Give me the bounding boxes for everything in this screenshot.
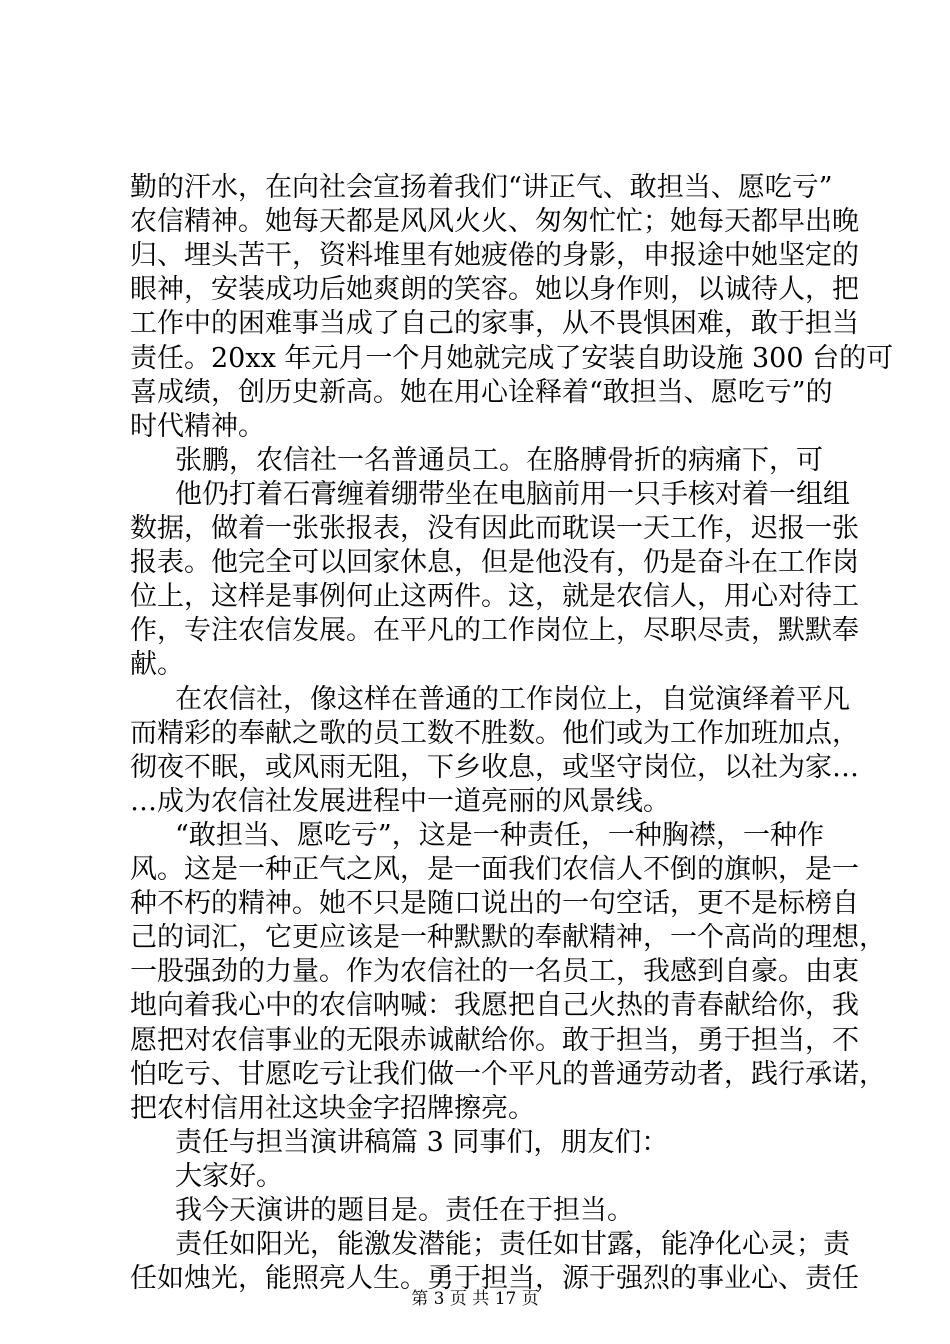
text-line: 责任如阳光，能激发潜能；责任如甘露，能净化心灵；责 [175, 1229, 850, 1261]
text-line: 一股强劲的力量。作为农信社的一名员工，我感到自豪。由衷 [130, 956, 859, 988]
text-line: 他仍打着石膏缠着绷带坐在电脑前用一只手核对着一组组 [175, 478, 850, 510]
text-line: …成为农信社发展进程中一道亮丽的风景线。 [130, 785, 670, 817]
text-line: 任如烛光，能照亮人生。勇于担当，源于强烈的事业心、责任 [130, 1263, 859, 1295]
text-line: 时代精神。 [130, 410, 265, 442]
page-number-footer: 第 3 页 共 17 页 [411, 1289, 539, 1309]
text-line: 喜成绩，创历史新高。她在用心诠释着“敢担当、愿吃亏”的 [130, 376, 833, 408]
text-line: 责任与担当演讲稿篇 3 同事们，朋友们： [175, 1126, 669, 1158]
text-line: 地向着我心中的农信呐喊：我愿把自己火热的青春献给你，我 [130, 990, 859, 1022]
text-line: 张鹏，农信社一名普通员工。在胳膊骨折的病痛下，可 [175, 444, 823, 476]
text-line: 农信精神。她每天都是风风火火、匆匆忙忙；她每天都早出晚 [130, 206, 859, 238]
text-line: 工作中的困难事当成了自己的家事，从不畏惧困难，敢于担当 [130, 308, 859, 340]
text-line: 献。 [130, 649, 184, 681]
text-line: “敢担当、愿吃亏”，这是一种责任，一种胸襟，一种作 [175, 819, 824, 851]
text-line: 位上，这样是事例何止这两件。这，就是农信人，用心对待工 [130, 581, 859, 613]
text-line: 作，专注农信发展。在平凡的工作岗位上，尽职尽责，默默奉 [130, 615, 859, 647]
text-line: 眼神，安装成功后她爽朗的笑容。她以身作则，以诚待人，把 [130, 274, 859, 306]
text-line: 归、埋头苦干，资料堆里有她疲倦的身影，申报途中她坚定的 [130, 240, 859, 272]
text-line: 责任。20xx 年元月一个月她就完成了安装自助设施 300 台的可 [130, 342, 894, 374]
text-line: 彻夜不眠，或风雨无阻，下乡收息，或坚守岗位，以社为家… [130, 751, 859, 783]
text-line: 愿把对农信事业的无限赤诚献给你。敢于担当，勇于担当，不 [130, 1024, 859, 1056]
text-line: 把农村信用社这块金字招牌擦亮。 [130, 1092, 535, 1124]
text-line: 勤的汗水，在向社会宣扬着我们“讲正气、敢担当、愿吃亏” [130, 172, 833, 203]
text-line: 风。这是一种正气之风，是一面我们农信人不倒的旗帜，是一 [130, 854, 859, 885]
text-line: 而精彩的奉献之歌的员工数不胜数。他们或为工作加班加点， [130, 717, 859, 749]
text-line: 己的词汇，它更应该是一种默默的奉献精神，一个高尚的理想， [130, 922, 886, 954]
text-line: 报表。他完全可以回家休息，但是他没有，仍是奋斗在工作岗 [130, 547, 859, 579]
text-line: 我今天演讲的题目是。责任在于担当。 [175, 1195, 634, 1226]
text-line: 在农信社，像这样在普通的工作岗位上，自觉演绎着平凡 [175, 683, 850, 715]
text-line: 怕吃亏、甘愿吃亏让我们做一个平凡的普通劳动者，践行承诺， [130, 1058, 886, 1090]
text-line: 大家好。 [175, 1160, 283, 1192]
text-line: 数据，做着一张张报表，没有因此而耽误一天工作，迟报一张 [130, 513, 859, 544]
text-line: 种不朽的精神。她不只是随口说出的一句空话，更不是标榜自 [130, 888, 859, 920]
